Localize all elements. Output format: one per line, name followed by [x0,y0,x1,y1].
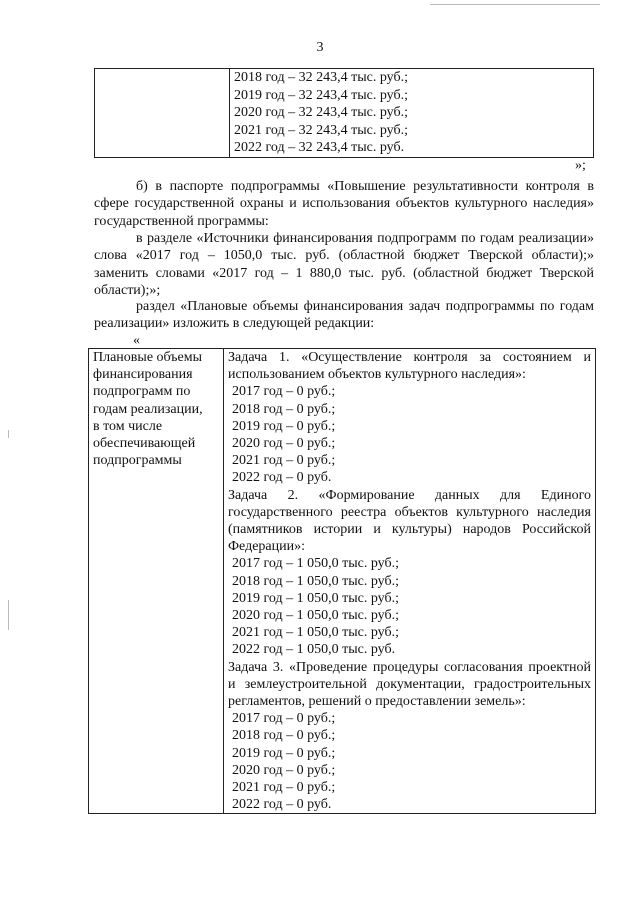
top-amount-line: 2022 год – 32 243,4 тыс. руб. [234,140,405,156]
planned-funding-label-cell [89,349,224,814]
planned-funding-table [88,348,596,814]
top-table-amounts-cell [230,69,594,158]
task-3-amount: 2019 год – 0 руб.; [232,745,336,761]
task-3-title: Задача 3. «Проведение процедуры согласования проектной и землеустроительной документации, градостроительных регламентов, решений о предоставлении земель»: [228,659,591,710]
top-table-empty-cell [95,69,230,158]
closing-quote: »; [575,158,586,173]
label-line: в том числе [93,418,163,434]
task-2-amount: 2020 год – 1 050,0 тыс. руб.; [232,608,399,624]
scan-artifact-left [8,430,9,438]
top-amount-line: 2019 год – 32 243,4 тыс. руб.; [234,87,408,103]
scan-artifact-top [430,4,600,5]
task-3-amount: 2017 год – 0 руб.; [232,711,336,727]
task-3-amount: 2018 год – 0 руб.; [232,728,336,744]
paragraph-sources: в разделе «Источники финансирования подпрограмм по годам реализации» слова «2017 год – 1050,0 тыс. руб. (областной бюджет Тверской области);» заменить словами «2017 год – 1 880,0 тыс. руб. (областной бюджет Тверской области);»; [94,231,594,298]
task-1-amount: 2021 год – 0 руб.; [232,453,336,469]
label-line: подпрограмм по [93,384,191,400]
top-amount-line: 2018 год – 32 243,4 тыс. руб.; [234,70,408,85]
top-funding-table [94,68,594,158]
task-2-amount: 2019 год – 1 050,0 тыс. руб.; [232,590,399,606]
task-1-title: Задача 1. «Осуществление контроля за состоянием и использованием объектов культурного наследия»: [228,350,591,383]
planned-funding-tasks-cell [224,349,596,814]
label-line: обеспечивающей [93,436,196,452]
label-line: финансирования [93,367,193,383]
label-line: годам реализации, [93,401,203,417]
task-3-amount: 2021 год – 0 руб.; [232,780,336,796]
task-1-amount: 2019 год – 0 руб.; [232,418,336,434]
label-line: подпрограммы [93,453,182,469]
top-amount-line: 2021 год – 32 243,4 тыс. руб.; [234,122,408,138]
scan-artifact-left-2 [8,600,9,630]
opening-quote: « [133,333,140,348]
task-3-amount: 2020 год – 0 руб.; [232,762,336,778]
task-2-amount: 2022 год – 1 050,0 тыс. руб. [232,642,396,658]
task-1-amount: 2022 год – 0 руб. [232,470,332,486]
paragraph-section: раздел «Плановые объемы финансирования задач подпрограммы по годам реализации» изложить в следующей редакции: [94,299,594,332]
label-line: Плановые объемы [93,350,203,365]
task-1-amount: 2018 год – 0 руб.; [232,401,336,417]
page-number: 3 [316,40,324,55]
task-2-amount: 2018 год – 1 050,0 тыс. руб.; [232,573,399,589]
top-amount-line: 2020 год – 32 243,4 тыс. руб.; [234,105,408,121]
task-2-amount: 2017 год – 1 050,0 тыс. руб.; [232,556,399,572]
paragraph-b: б) в паспорте подпрограммы «Повышение результативности контроля в сфере государственной охраны и использования объектов культурного наследия» государственной программы: [94,179,594,229]
task-1-amount: 2017 год – 0 руб.; [232,384,336,400]
task-1-amount: 2020 год – 0 руб.; [232,436,336,452]
task-3-amount: 2022 год – 0 руб. [232,797,332,813]
task-2-title: Задача 2. «Формирование данных для Единого государственного реестра объектов культурного наследия (памятников истории и культуры) народов Российской Федерации»: [228,487,591,555]
task-2-amount: 2021 год – 1 050,0 тыс. руб.; [232,625,399,641]
